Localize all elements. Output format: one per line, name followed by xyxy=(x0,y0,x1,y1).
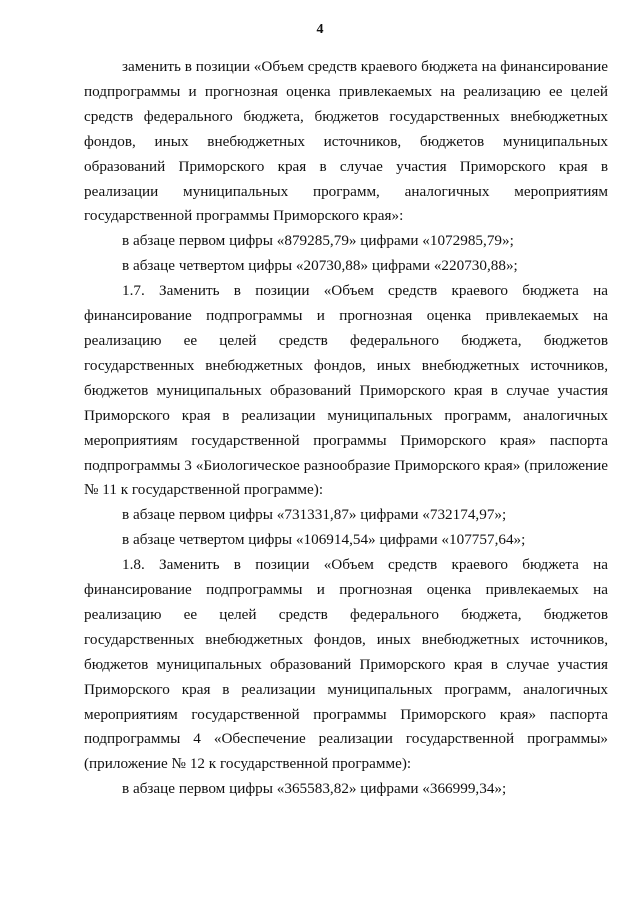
paragraph-fourth-amount-change: в абзаце четвертом цифры «106914,54» цифрами «107757,64»; xyxy=(122,531,526,549)
paragraph-position-replacement-intro: заменить в позиции «Объем средств краевого бюджета на финансирование подпрограммы и прогнозная оценка привлекаемых на реализацию ее целей средств федерального бюджета, бюджетов государственных внебюджетных фондов, иных внебюджетных источников, бюджетов муниципальных образований Приморского края в случае участия Приморского края в реализации муниципальных программ, аналогичных мероприятиям государственной программы Приморского края»: xyxy=(84,58,608,225)
paragraph-first-amount-change: в абзаце первом цифры «879285,79» цифрами «1072985,79»; xyxy=(122,232,514,250)
paragraph-item-1-7: 1.7. Заменить в позиции «Объем средств краевого бюджета на финансирование подпрограммы и прогнозная оценка привлекаемых на реализацию ее целей средств федерального бюджета, бюджетов государственных внебюджетных фондов, иных внебюджетных источников, бюджетов муниципальных образований Приморского края в случае участия Приморского края в реализации муниципальных программ, аналогичных мероприятиям государственной программы Приморского края» паспорта подпрограммы 3 «Биологическое разнообразие Приморского края» (приложение № 11 к государственной программе): xyxy=(84,282,608,499)
paragraph-item-1-8: 1.8. Заменить в позиции «Объем средств краевого бюджета на финансирование подпрограммы и прогнозная оценка привлекаемых на реализацию ее целей средств федерального бюджета, бюджетов государственных внебюджетных фондов, иных внебюджетных источников, бюджетов муниципальных образований Приморского края в случае участия Приморского края в реализации муниципальных программ, аналогичных мероприятиям государственной программы Приморского края» паспорта подпрограммы 4 «Обеспечение реализации государственной программы» (приложение № 12 к государственной программе): xyxy=(84,556,608,773)
paragraph-first-amount-change: в абзаце первом цифры «365583,82» цифрами «366999,34»; xyxy=(122,780,507,798)
page-number: 4 xyxy=(316,22,324,37)
paragraph-fourth-amount-change: в абзаце четвертом цифры «20730,88» цифрами «220730,88»; xyxy=(122,257,518,275)
document-body xyxy=(84,55,608,802)
paragraph-first-amount-change: в абзаце первом цифры «731331,87» цифрами «732174,97»; xyxy=(122,506,507,524)
